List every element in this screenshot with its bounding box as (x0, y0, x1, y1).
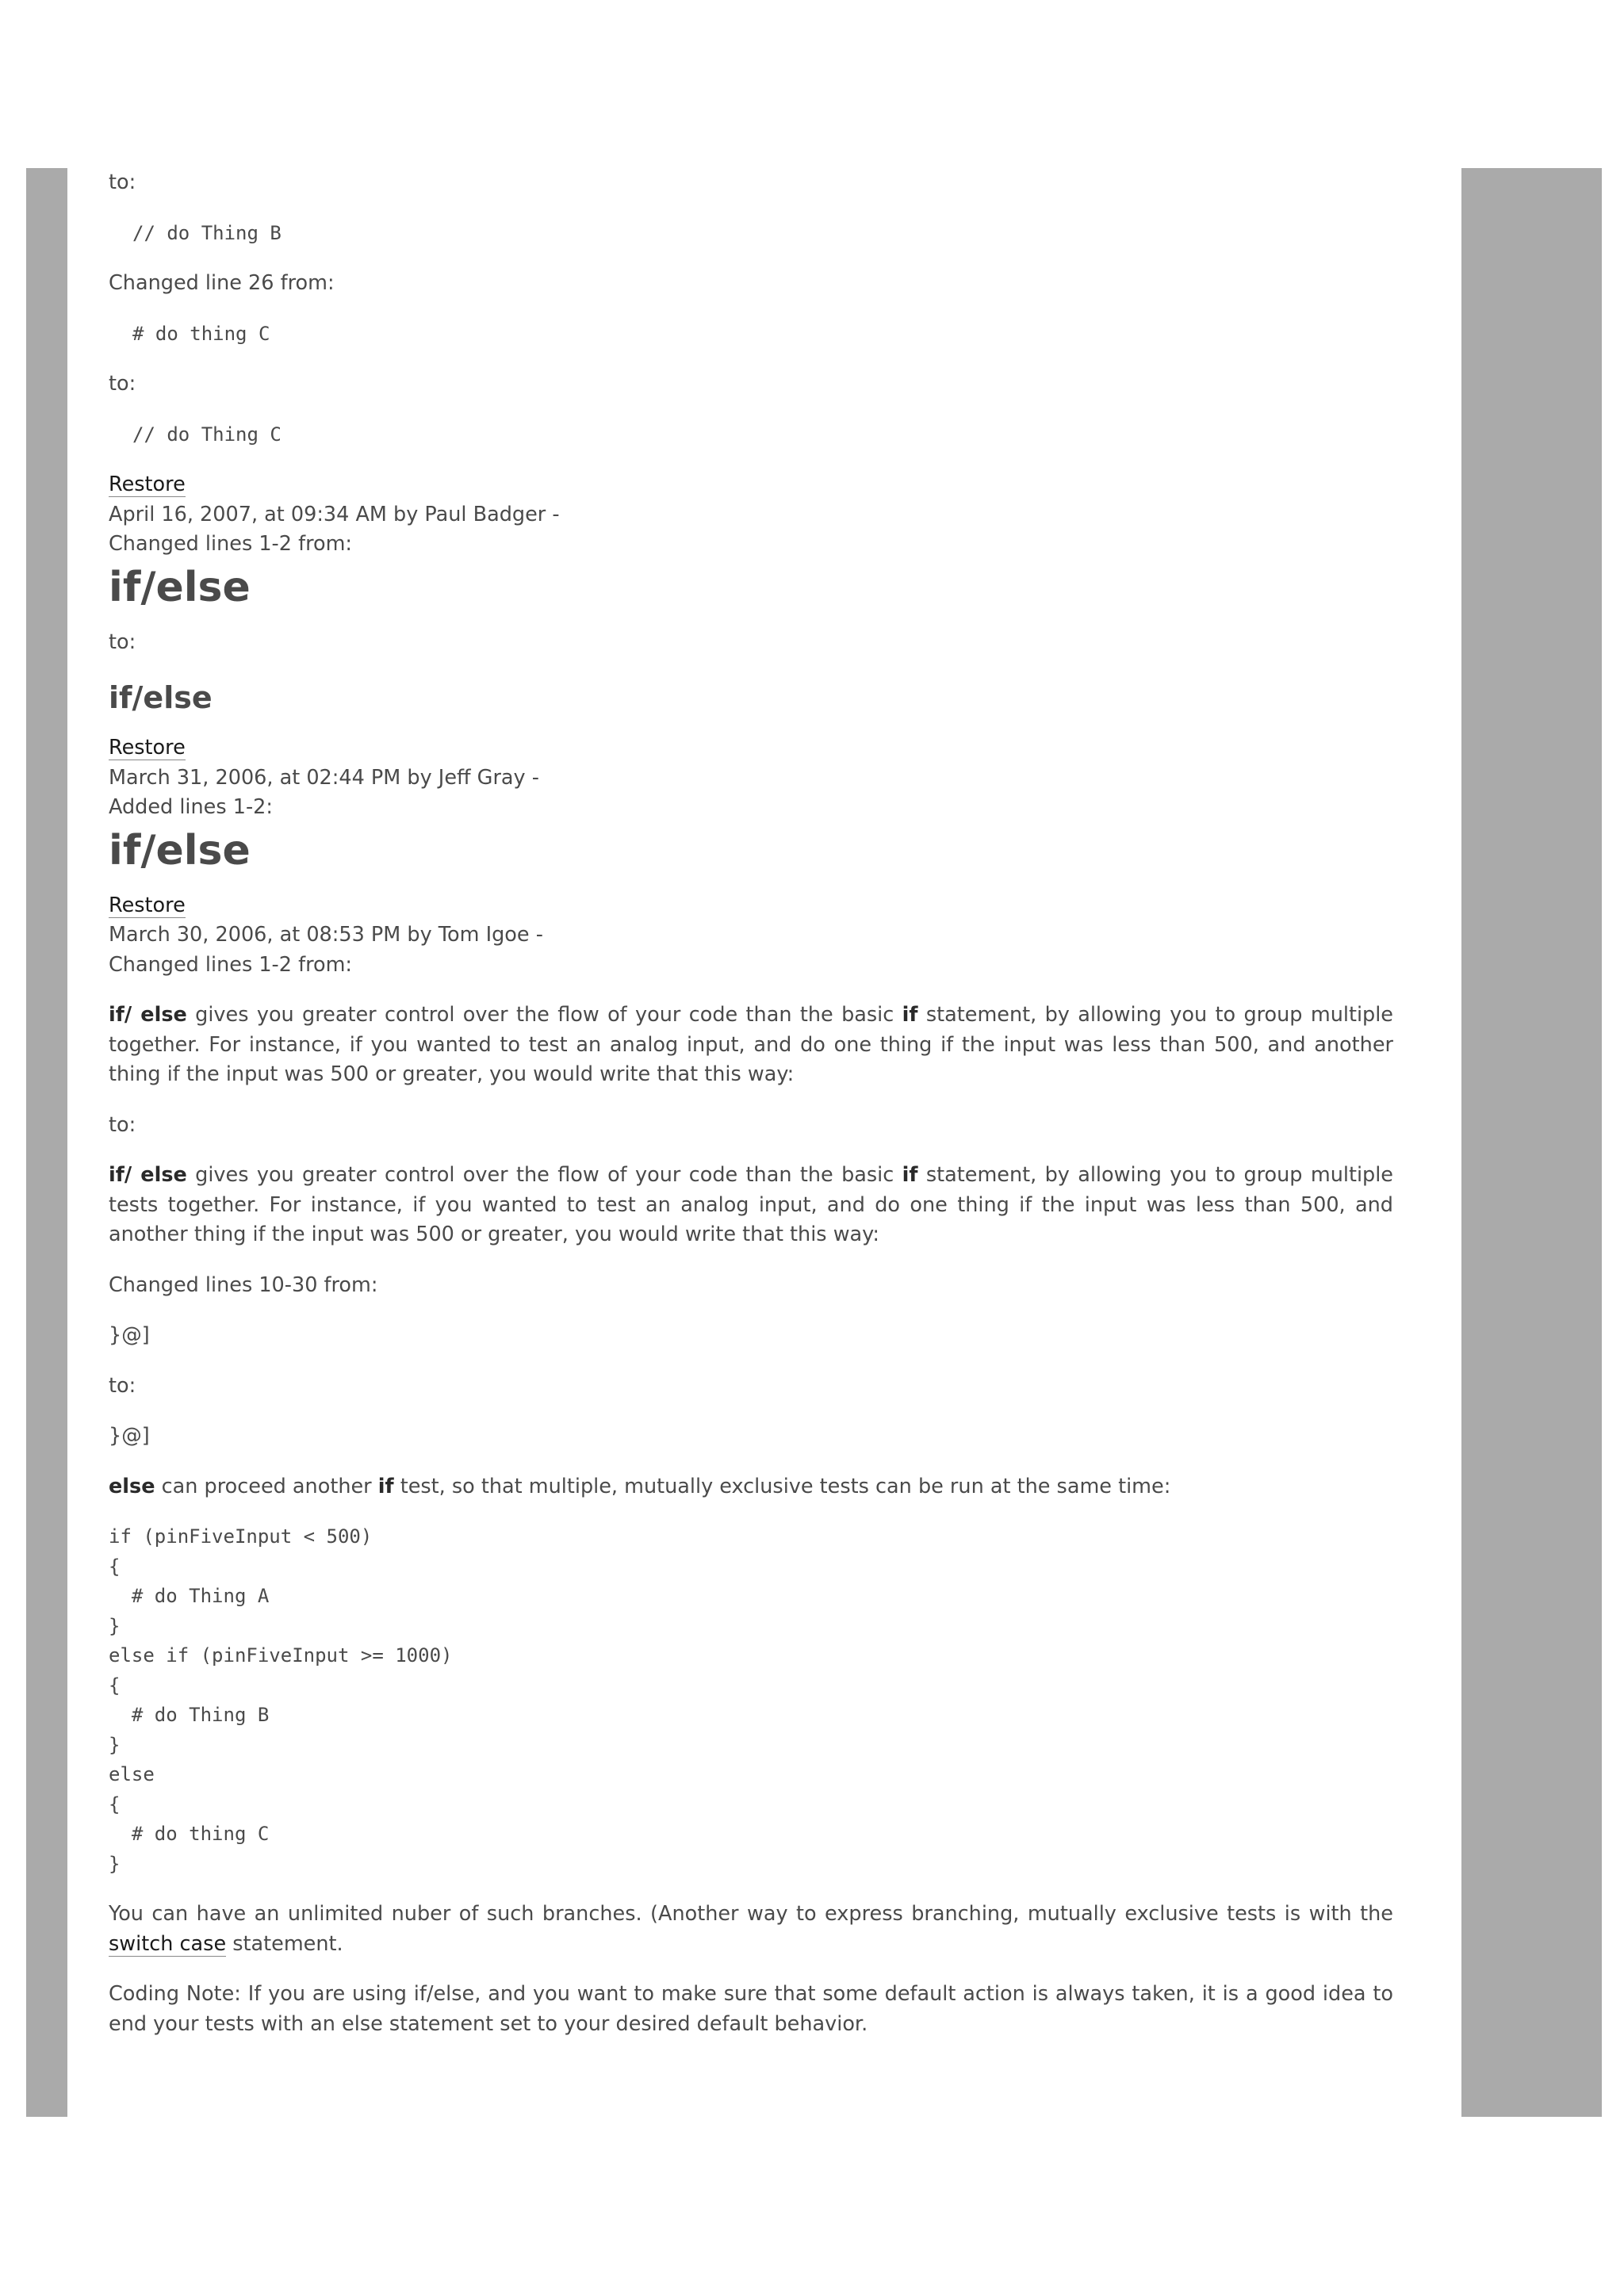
to-label: to: (109, 170, 136, 194)
code-line: # do thing C (132, 322, 270, 345)
revision-entry (109, 470, 1393, 718)
change-description: Changed lines 1-2 from: (109, 952, 353, 977)
old-closing: }@] (109, 1323, 150, 1347)
to-label: to: (109, 629, 136, 654)
restore-link[interactable]: Restore (109, 893, 186, 917)
revision-meta: March 30, 2006, at 08:53 PM by Tom Igoe - (109, 923, 543, 947)
added-heading: if/else (109, 826, 251, 874)
new-paragraph: if/ else gives you greater control over the flow of your code than the basic if statement, by allowing you to group multiple tests together. For instance, if you wanted to test an analog input, and do one thing if the input was less than 500, and another thing if the input was 500 or greater, you would write that this way: (109, 1163, 1393, 1246)
change-description: Changed line 26 from: (109, 271, 335, 295)
right-gutter (1461, 168, 1602, 2117)
revision-entry (109, 891, 1393, 1452)
new-closing: }@] (109, 1424, 150, 1448)
code-line: // do Thing C (132, 423, 282, 446)
revision-entry (109, 733, 1393, 875)
to-label: to: (109, 1112, 136, 1137)
change-description: Added lines 1-2: (109, 795, 274, 819)
page-content (109, 168, 1393, 2060)
new-heading: if/else (109, 680, 213, 715)
code-line: // do Thing B (132, 221, 282, 244)
restore-link[interactable]: Restore (109, 736, 186, 760)
else-paragraph: else can proceed another if test, so that multiple, mutually exclusive tests can be run at the same time: (109, 1474, 1171, 1498)
code-block: if (pinFiveInput < 500) { # do Thing A } else if (pinFiveInput >= 1000) { # do Thing B } else { # do thing C } (109, 1525, 453, 1875)
revision-meta: March 31, 2006, at 02:44 PM by Jeff Gray - (109, 765, 539, 790)
left-gutter (26, 168, 67, 2117)
old-heading: if/else (109, 563, 251, 611)
switch-case-link[interactable]: switch case (109, 1931, 227, 1956)
restore-link[interactable]: Restore (109, 473, 186, 496)
revision-meta: April 16, 2007, at 09:34 AM by Paul Badger - (109, 502, 560, 526)
change-description: Changed lines 10-30 from: (109, 1272, 378, 1297)
to-label: to: (109, 372, 136, 396)
to-label: to: (109, 1373, 136, 1398)
branches-paragraph: You can have an unlimited nuber of such branches. (Another way to express branching, mutually exclusive tests is with the switch case statement. (109, 1902, 1393, 1956)
coding-note: Coding Note: If you are using if/else, and you want to make sure that some default action is always taken, it is a good idea to end your tests with an else statement set to your desired default behavior. (109, 1982, 1393, 2036)
change-description: Changed lines 1-2 from: (109, 532, 353, 556)
old-paragraph: if/ else gives you greater control over the flow of your code than the basic if statement, by allowing you to group multiple together. For instance, if you wanted to test an analog input, and do one thing if the input was less than 500, and another thing if the input was 500 or greater, you would write that this way: (109, 1003, 1393, 1086)
